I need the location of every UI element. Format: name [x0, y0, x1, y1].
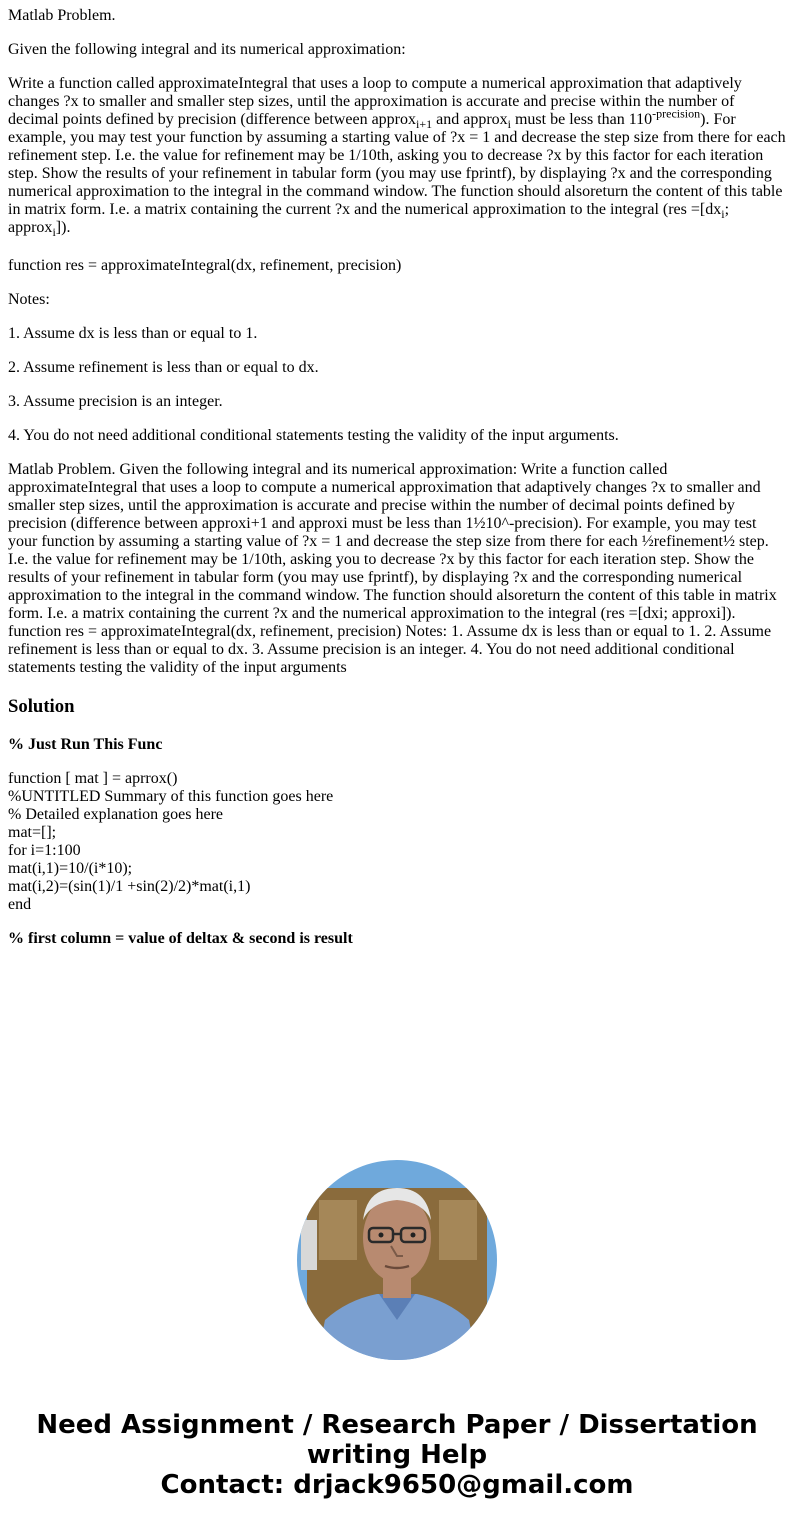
question-summary: Matlab Problem. Given the following integral and its numerical approximation: Write a function called approximateIntegral that uses a loop to compute a numerical approximation that adaptively changes ?x to smaller and smaller step sizes, until the approximation is accurate and precise within the number of decimal points defined by precision (difference between approxi+1 and approxi must be less than 1½10^-precision). For example, you may test your function by assuming a starting value of ?x = 1 and decrease the step size from there for each ½refinement½ step. I.e. the value for refinement may be 1/10th, asking you to decrease ?x by this factor for each iteration step. Show the results of your refinement in tabular form (you may use fprintf), by displaying ?x and the corresponding numerical approximation to the integral in the command window. The function should alsoreturn the content of this table in matrix form. I.e. a matrix containing the current ?x and the numerical approximation to the integral (res =[dxi; approxi]). function res = approximateIntegral(dx, refinement, precision) Notes: 1. Assume dx is less than or equal to 1. 2. Assume refinement is less than or equal to dx. 3. Assume precision is an integer. 4. You do not need additional conditional statements testing the validity of the input arguments [8, 461, 777, 676]
body-text-1: Write a function called approximateIntegral that uses a loop to compute a numerical approximation that adaptively changes ?x to smaller and smaller step sizes, until the approximation is accurate and precise within the number of decimal points defined by precision (difference between approx [8, 75, 742, 128]
code-line: end [8, 896, 32, 913]
code-line: mat(i,1)=10/(i*10); [8, 860, 133, 877]
contact-banner [0, 1410, 794, 1500]
body-sup-1: -precision [652, 106, 701, 121]
code-block [8, 770, 786, 914]
note-item: 3. Assume precision is an integer. [8, 393, 223, 410]
body-sub-1: i+1 [416, 117, 433, 132]
code-line: % Detailed explanation goes here [8, 806, 224, 823]
body-sub-3: i [721, 207, 725, 222]
code-line: mat(i,2)=(sin(1)/1 +sin(2)/2)*mat(i,1) [8, 878, 251, 895]
function-signature: function res = approximateIntegral(dx, refinement, precision) [8, 257, 402, 274]
banner-line: writing Help [306, 1440, 488, 1470]
solution-footnote: % first column = value of deltax & second is result [8, 930, 353, 947]
document [0, 7, 794, 948]
code-line: mat=[]; [8, 824, 57, 841]
question-body [8, 75, 786, 240]
notes-label: Notes: [8, 291, 50, 308]
code-line: function [ mat ] = aprrox() [8, 770, 178, 787]
note-item: 1. Assume dx is less than or equal to 1. [8, 325, 258, 342]
note-item: 2. Assume refinement is less than or equal to dx. [8, 359, 319, 376]
question-title: Matlab Problem. [8, 7, 116, 24]
code-line: %UNTITLED Summary of this function goes here [8, 788, 334, 805]
body-text-2: and approx [432, 111, 508, 128]
solution-heading: Solution [8, 696, 75, 717]
author-portrait-image [297, 1160, 497, 1360]
question-intro: Given the following integral and its numerical approximation: [8, 41, 406, 58]
body-text-4: ). For example, you may test your function by assuming a starting value of ?x = 1 and decrease the step size from there for each refinement step. I.e. the value for refinement may be 1/10th, asking you to decrease ?x by this factor for each iteration step. Show the results of your refinement in tabular form (you may use fprintf), by displaying ?x and the corresponding numerical approximation to the integral in the command window. The function should alsoreturn the content of this table in matrix form. I.e. a matrix containing the current ?x and the numerical approximation to the integral (res =[dx [8, 111, 786, 218]
author-avatar [297, 1160, 497, 1360]
body-text-6: ]). [55, 219, 71, 236]
run-note: % Just Run This Func [8, 736, 163, 753]
body-sub-2: i [507, 117, 511, 132]
code-line: for i=1:100 [8, 842, 81, 859]
banner-line: Need Assignment / Research Paper / Dissertation [36, 1410, 758, 1440]
body-sub-4: i [52, 225, 56, 240]
note-item: 4. You do not need additional conditional statements testing the validity of the input arguments. [8, 427, 619, 444]
body-text-3: must be less than 110 [510, 111, 653, 128]
contact-email: Contact: drjack9650@gmail.com [160, 1470, 634, 1500]
body-text-5: ; approx [8, 201, 730, 236]
